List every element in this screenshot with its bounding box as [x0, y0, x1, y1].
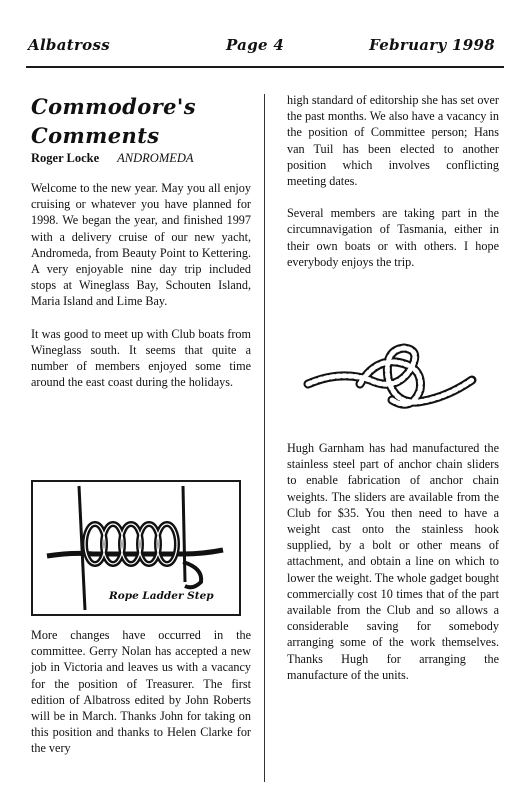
- knot-figure: [300, 340, 480, 418]
- left-column-bottom: [31, 627, 251, 757]
- paragraph: Hugh Garnham has had manufactured the stainless steel part of anchor chain sliders to enable fabrication of anchor chain weights. The sliders are available from the Club for $35. You then need to have a weight cast onto the stainless hook supplied, by a bolt or other means of attachment, and obtain a line on which to lower the weight. The whole gadget bought commercially cost 10 times that of the part available from the Club and so allows a considerable saving for somebody arranging some of the work themselves. Thanks Hugh for arranging the manufacture of the units.: [287, 441, 499, 682]
- rope-ladder-figure: [31, 480, 241, 616]
- paragraph: Several members are taking part in the circumnavigation of Tasmania, either in their own boats or with others. I hope everybody enjoys the trip.: [287, 206, 499, 269]
- publication-name: Albatross: [28, 36, 110, 54]
- article-title-line-2: Comments: [31, 123, 160, 148]
- paragraph: It was good to meet up with Club boats from Wineglass south. It seems that quite a number of members enjoyed some time around the east coast during the holidays.: [31, 326, 251, 390]
- paragraph: high standard of editorship she has set over the past months. We also have a vacancy in the position of Committee person; Hans van Tuil has been elected to another position which involves conflicting meeting dates.: [287, 93, 499, 189]
- left-column: [31, 92, 251, 390]
- byline: [31, 150, 251, 166]
- paragraph: Welcome to the new year. May you all enjoy cruising or whatever you have planned for 1998. We began the year, and finished 1997 with a delivery cruise of our new yacht, Andromeda, from Beauty Point to Kettering. A very enjoyable nine day trip included stops at Wineglass Bay, Schouten Island, Maria Island and Lime Bay.: [31, 181, 251, 309]
- right-column: [287, 92, 499, 270]
- issue-date: February 1998: [369, 36, 495, 54]
- page-number: Page 4: [226, 36, 285, 54]
- author-name: Roger Locke: [31, 151, 100, 165]
- figure-eight-knot-icon: [300, 340, 480, 418]
- article-title-line-1: Commodore's: [31, 94, 196, 119]
- paragraph: More changes have occurred in the committee. Gerry Nolan has accepted a new job in Victoria and leaves us with a vacancy for the position of Treasurer. The first edition of Albatross edited by John Roberts will be in March. Thanks John for taking on this position and thanks to Helen Clarke for the very: [31, 628, 251, 756]
- boat-name: ANDROMEDA: [117, 151, 194, 165]
- right-column-bottom: [287, 440, 499, 683]
- header-divider: [26, 66, 504, 68]
- column-divider: [264, 94, 265, 782]
- page-header: [28, 34, 497, 60]
- figure-caption: Rope Ladder Step: [109, 590, 214, 602]
